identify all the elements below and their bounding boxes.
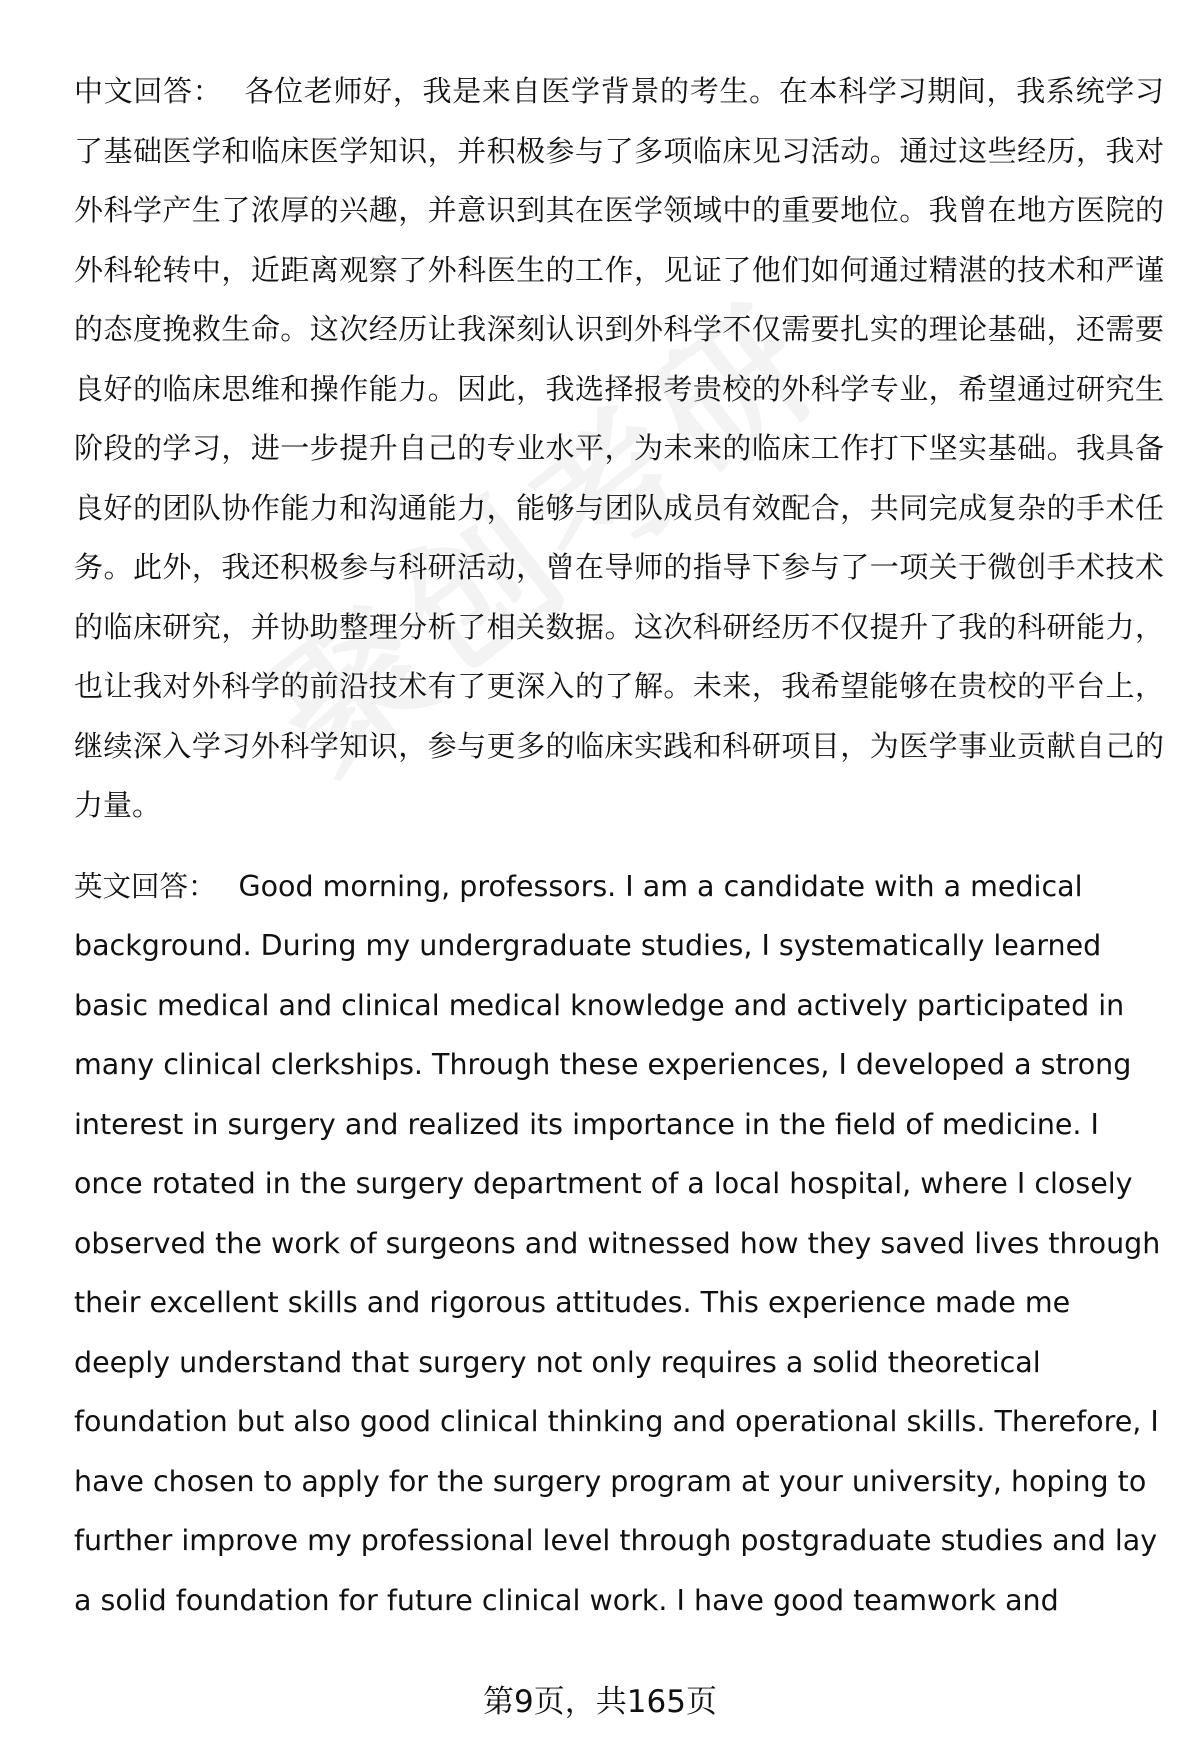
chinese-answer-paragraph xyxy=(74,62,1164,836)
page-footer: 第9页，共165页 xyxy=(483,1684,717,1720)
english-answer-label: 英文回答： xyxy=(74,869,217,903)
chinese-answer-label: 中文回答： xyxy=(74,74,223,108)
document-body xyxy=(74,62,1164,1630)
english-answer-text: Good morning, professors. I am a candidate with a medical background. During my undergraduate studies, I systematically learned basic medical and clinical medical knowledge and actively participated in many clinical clerkships. Through these experiences, I developed a strong interest in surgery and realized its importance in the field of medicine. I once rotated in the surgery department of a local hospital, where I closely observed the work of surgeons and witnessed how they saved lives through their excellent skills and rigorous attitudes. This experience made me deeply understand that surgery not only requires a solid theoretical foundation but also good clinical thinking and operational skills. Therefore, I have chosen to apply for the surgery program at your university, hoping to further improve my professional level through postgraduate studies and lay a solid foundation for future clinical work. I have good teamwork and xyxy=(74,869,1161,1617)
english-answer-paragraph xyxy=(74,857,1164,1631)
chinese-answer-text: 各位老师好，我是来自医学背景的考生。在本科学习期间，我系统学习了基础医学和临床医学知识，并积极参与了多项临床见习活动。通过这些经历，我对外科学产生了浓厚的兴趣，并意识到其在医学领域中的重要地位。我曾在地方医院的外科轮转中，近距离观察了外科医生的工作，见证了他们如何通过精湛的技术和严谨的态度挽救生命。这次经历让我深刻认识到外科学不仅需要扎实的理论基础，还需要良好的临床思维和操作能力。因此，我选择报考贵校的外科学专业，希望通过研究生阶段的学习，进一步提升自己的专业水平，为未来的临床工作打下坚实基础。我具备良好的团队协作能力和沟通能力，能够与团队成员有效配合，共同完成复杂的手术任务。此外，我还积极参与科研活动，曾在导师的指导下参与了一项关于微创手术技术的临床研究，并协助整理分析了相关数据。这次科研经历不仅提升了我的科研能力，也让我对外科学的前沿技术有了更深入的了解。未来，我希望能够在贵校的平台上，继续深入学习外科学知识，参与更多的临床实践和科研项目，为医学事业贡献自己的力量。 xyxy=(74,74,1164,822)
